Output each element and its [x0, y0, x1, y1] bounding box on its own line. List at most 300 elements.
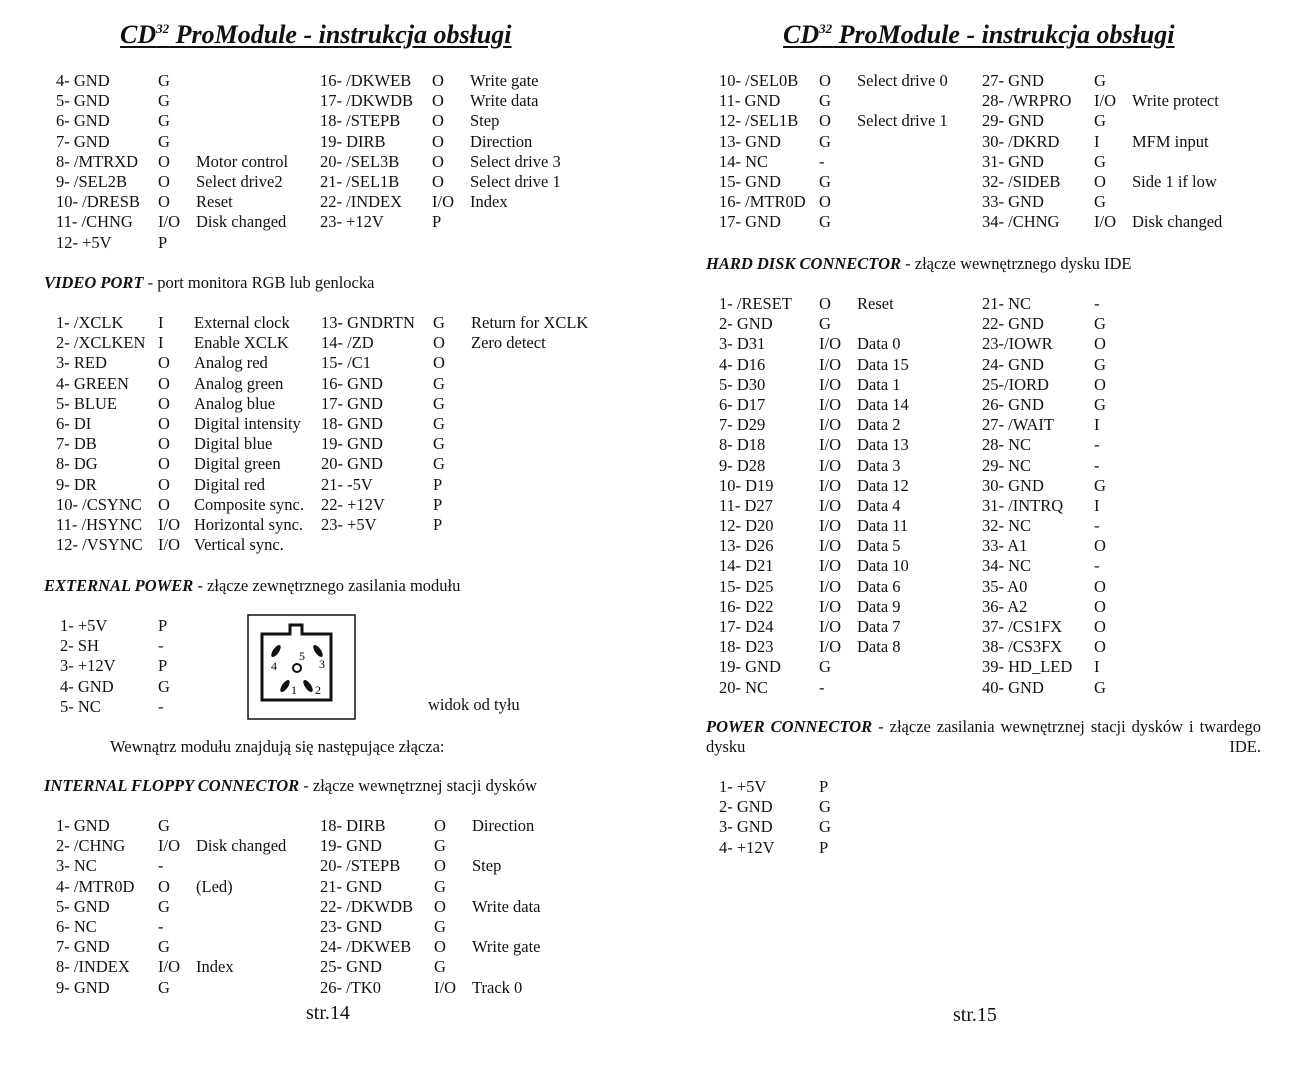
page-number: str.14	[306, 1002, 350, 1024]
pin-row	[56, 313, 322, 333]
pin-type: O	[1094, 596, 1106, 616]
pin-type: O	[158, 373, 170, 393]
page-14	[0, 0, 650, 1080]
pin-type: P	[819, 777, 829, 796]
pin-type: O	[1094, 576, 1106, 596]
pin-description	[196, 91, 326, 111]
pin-name: 12- D20	[719, 516, 774, 536]
pin-name: 14- NC	[719, 151, 769, 171]
pin-description	[196, 71, 326, 91]
pin-row	[56, 152, 326, 172]
pin-description: Analog blue	[194, 393, 276, 413]
pin-row	[321, 333, 611, 353]
pin-row	[719, 817, 849, 837]
pin-description	[857, 192, 983, 212]
pin-name: 10- /SEL0B	[719, 71, 799, 90]
pin-type: G	[819, 131, 831, 151]
pin-type: G	[1094, 151, 1106, 171]
pin-name: 31- /INTRQ	[982, 495, 1064, 515]
pin-type: I/O	[819, 415, 841, 435]
pin-row	[321, 414, 611, 434]
pin-name: 39- HD_LED	[982, 657, 1073, 677]
pin-row	[719, 91, 983, 111]
pin-row	[60, 656, 188, 676]
pin-type: I	[1094, 131, 1100, 151]
view-caption: widok od tyłu	[428, 695, 520, 714]
pin-row	[56, 957, 326, 977]
pin-row	[982, 657, 1132, 677]
pin-name: 4- D16	[719, 354, 766, 374]
pin-name: 26- /TK0	[320, 977, 381, 997]
pin-name: 19- GND	[320, 836, 382, 856]
pin-description: External clock	[194, 313, 290, 332]
pin-type: I/O	[819, 495, 841, 515]
pin-name: 1- +5V	[60, 616, 108, 635]
pin-row	[56, 978, 326, 998]
pin-description: Composite sync.	[194, 494, 304, 514]
pin-name: 38- /CS3FX	[982, 637, 1063, 657]
inside-note: Wewnątrz modułu znajdują się następujące złącza:	[110, 737, 445, 756]
video-port-heading: VIDEO PORT - port monitora RGB lub genlocka	[44, 273, 375, 292]
pin-name: 19- GND	[321, 434, 383, 454]
pin-row	[320, 937, 612, 957]
pin-row	[321, 495, 611, 515]
pin-name: 22- /DKWDB	[320, 896, 414, 916]
pin-description: Select drive 1	[857, 111, 948, 131]
pin-type: I/O	[158, 212, 180, 232]
pin-description: Write data	[470, 91, 539, 111]
pin-type: O	[819, 294, 831, 313]
pin-name: 36- A2	[982, 596, 1028, 616]
pin-row	[60, 636, 188, 656]
pin-description: Data 2	[857, 415, 901, 435]
pin-row	[719, 152, 983, 172]
pin-row	[56, 495, 322, 515]
pin-name: 9- GND	[56, 977, 110, 997]
pin-description	[196, 937, 326, 957]
pin-name: 21- NC	[982, 294, 1032, 313]
pin-type: G	[1094, 677, 1106, 697]
pin-row	[719, 111, 983, 131]
pin-name: 9- /SEL2B	[56, 171, 128, 191]
pin-row	[56, 333, 322, 353]
pin-row	[320, 192, 610, 212]
page-title: CD$^{32}$ ProModule - instrukcja obsługi	[783, 20, 1175, 49]
pin-type: O	[819, 192, 831, 212]
pin-row	[982, 192, 1272, 212]
pin-description	[470, 212, 610, 232]
pin-name: 15- /C1	[321, 353, 371, 373]
pin-name: 34- /CHNG	[982, 212, 1060, 232]
power-connector-diagram	[247, 614, 357, 720]
pin-row	[719, 617, 983, 637]
pin-description	[857, 152, 983, 172]
pin-name: 23- GND	[320, 916, 382, 936]
pin-row	[982, 597, 1132, 617]
pin-name: 21- GND	[320, 876, 382, 896]
pin-name: 28- /WRPRO	[982, 91, 1072, 111]
pin-name: 1- GND	[56, 816, 110, 835]
pin-name: 22- GND	[982, 314, 1044, 334]
pin-name: 5- GND	[56, 896, 110, 916]
pin-row	[56, 111, 326, 131]
pin-row	[982, 355, 1132, 375]
pin-type: O	[158, 474, 170, 494]
pin-name: 4- GND	[60, 676, 114, 696]
pin-row	[982, 172, 1272, 192]
pin-description	[1132, 152, 1272, 172]
page-15	[655, 0, 1307, 1080]
pin-name: 23- +12V	[320, 212, 384, 232]
pin-name: 40- GND	[982, 677, 1044, 697]
pin-type: O	[158, 353, 170, 373]
pin-description	[471, 454, 611, 474]
pin-row	[982, 556, 1132, 576]
pin-row	[320, 132, 610, 152]
pin-name: 33- GND	[982, 192, 1044, 212]
pin-description: Data 11	[857, 516, 909, 536]
pin-row	[320, 816, 612, 836]
pin-name: 11- D27	[719, 495, 773, 515]
pin-name: 17- GND	[321, 393, 383, 413]
pin-description	[472, 957, 612, 977]
pin-description: Zero detect	[471, 333, 546, 353]
pin-description: Vertical sync.	[194, 535, 284, 555]
pin-name: 11- GND	[719, 91, 781, 111]
pin-name: 21- /SEL1B	[320, 171, 400, 191]
pin-row	[56, 454, 322, 474]
pin-row	[719, 294, 983, 314]
pin-description	[471, 374, 611, 394]
pin-name: 22- +12V	[321, 494, 385, 514]
pin-row	[56, 212, 326, 232]
pin-name: 1- /XCLK	[56, 313, 124, 332]
pin-name: 15- GND	[719, 171, 781, 191]
pin-row	[982, 71, 1272, 91]
pin-name: 2- /XCLKEN	[56, 333, 146, 353]
pin-name: 13- D26	[719, 536, 774, 556]
pin-name: 22- /INDEX	[320, 192, 403, 212]
pin-type: I/O	[158, 535, 180, 555]
pin-type: O	[432, 111, 444, 131]
svg-text:1: 1	[291, 683, 297, 697]
internal-floppy-heading: INTERNAL FLOPPY CONNECTOR - złącze wewnętrznej stacji dysków	[44, 776, 537, 795]
pin-name: 20- /STEPB	[320, 856, 401, 876]
pin-description: Data 4	[857, 495, 901, 515]
pin-type: G	[433, 434, 445, 454]
pin-name: 3- D31	[719, 334, 766, 354]
pin-name: 19- GND	[719, 657, 781, 677]
pin-name: 23- +5V	[321, 514, 377, 534]
pin-name: 9- DR	[56, 474, 97, 494]
pin-description: MFM input	[1132, 131, 1209, 151]
pin-row	[719, 71, 983, 91]
pin-type: I/O	[819, 637, 841, 657]
pin-row	[982, 496, 1132, 516]
pin-name: 1- +5V	[719, 777, 767, 796]
pin-name: 3- NC	[56, 856, 97, 876]
pin-description: Select drive 0	[857, 71, 948, 90]
pin-row	[56, 917, 326, 937]
pin-name: 10- /CSYNC	[56, 494, 142, 514]
pin-type: I/O	[819, 556, 841, 576]
pin-description: Index	[470, 192, 508, 212]
pin-row	[719, 172, 983, 192]
pin-type: P	[158, 232, 168, 252]
pin-name: 29- GND	[982, 111, 1044, 131]
pin-description	[1132, 111, 1272, 131]
pin-row	[56, 172, 326, 192]
pin-type: O	[432, 151, 444, 171]
floppy-pin-list-left	[719, 71, 983, 233]
pin-row	[320, 917, 612, 937]
pin-type: O	[434, 896, 446, 916]
pin-name: 18- GND	[321, 413, 383, 433]
pin-type: O	[1094, 637, 1106, 657]
pin-name: 5- NC	[60, 696, 101, 716]
pin-type: O	[432, 131, 444, 151]
pin-row	[719, 435, 983, 455]
pin-type: P	[158, 656, 168, 676]
pin-type: P	[433, 514, 443, 534]
pin-type: O	[819, 71, 831, 90]
pin-type: I/O	[819, 596, 841, 616]
pin-description: Data 0	[857, 334, 901, 354]
pin-name: 5- D30	[719, 374, 766, 394]
floppy-pin-list-right	[320, 71, 610, 233]
pin-description: Data 3	[857, 455, 901, 475]
pin-name: 17- GND	[719, 212, 781, 232]
pin-type: G	[819, 657, 831, 677]
pin-type: P	[158, 616, 168, 635]
pin-name: 11- /HSYNC	[56, 514, 143, 534]
pin-row	[321, 394, 611, 414]
pin-row	[56, 91, 326, 111]
pin-description: Disk changed	[196, 212, 287, 232]
pin-type: I	[1094, 495, 1100, 515]
pin-type: G	[819, 797, 831, 817]
pin-name: 33- A1	[982, 536, 1028, 556]
page-title: CD$^{32}$ ProModule - instrukcja obsługi	[120, 20, 512, 49]
pin-type: I/O	[819, 435, 841, 455]
pin-description: Step	[472, 856, 502, 876]
pin-description	[196, 856, 326, 876]
pin-name: 20- GND	[321, 454, 383, 474]
pin-row	[56, 414, 322, 434]
pin-row	[320, 172, 610, 192]
pin-description	[857, 132, 983, 152]
pin-type: G	[433, 454, 445, 474]
pin-type: -	[819, 151, 825, 171]
svg-text:3: 3	[319, 657, 325, 671]
pin-description	[196, 897, 326, 917]
pin-row	[982, 637, 1132, 657]
pin-type: G	[158, 71, 170, 90]
pin-name: 10- /DRESB	[56, 192, 140, 212]
pin-type: -	[1094, 455, 1100, 475]
pin-type: -	[1094, 556, 1100, 576]
pin-row	[982, 132, 1272, 152]
pin-row	[320, 152, 610, 172]
pin-row	[982, 678, 1132, 698]
internal-floppy-pins-right	[320, 816, 612, 998]
pin-name: 2- GND	[719, 314, 773, 334]
pin-row	[56, 535, 322, 555]
pin-row	[982, 91, 1272, 111]
pin-type: I/O	[434, 977, 456, 997]
pin-type: O	[1094, 617, 1106, 636]
pin-description: Enable XCLK	[194, 333, 289, 353]
pin-row	[982, 111, 1272, 131]
pin-description: Reset	[196, 192, 233, 212]
pin-name: 28- NC	[982, 435, 1032, 455]
pin-description: Track 0	[472, 977, 523, 997]
pin-type: I/O	[819, 394, 841, 414]
pin-type: O	[158, 192, 170, 212]
power-connector-pins	[719, 777, 849, 858]
pin-type: G	[1094, 192, 1106, 212]
pin-type: G	[158, 676, 170, 696]
pin-name: 6- NC	[56, 916, 97, 936]
pin-description: Return for XCLK	[471, 313, 589, 332]
pin-row	[321, 454, 611, 474]
pin-row	[719, 536, 983, 556]
pin-description: Data 5	[857, 536, 901, 556]
pin-description: Select drive 1	[470, 171, 561, 191]
pin-row	[320, 978, 612, 998]
pin-row	[320, 957, 612, 977]
floppy-pin-list-left	[56, 71, 326, 253]
hard-disk-pins-right	[982, 294, 1132, 698]
pin-name: 8- /MTRXD	[56, 151, 139, 171]
pin-type: -	[158, 856, 164, 876]
pin-row	[982, 314, 1132, 334]
pin-row	[320, 897, 612, 917]
pin-name: 16- /MTR0D	[719, 192, 806, 212]
pin-type: G	[1094, 475, 1106, 495]
pin-type: O	[1094, 536, 1106, 556]
pin-description	[471, 495, 611, 515]
pin-name: 25- GND	[320, 957, 382, 977]
pin-type: O	[158, 454, 170, 474]
internal-floppy-pins-left	[56, 816, 326, 998]
pin-name: 3- RED	[56, 353, 107, 373]
pin-row	[719, 456, 983, 476]
pin-row	[320, 71, 610, 91]
pin-row	[982, 212, 1272, 232]
pin-type: O	[432, 171, 444, 191]
pin-name: 35- A0	[982, 576, 1028, 596]
pin-row	[56, 937, 326, 957]
pin-type: I	[158, 313, 164, 332]
pin-type: G	[433, 313, 445, 332]
pin-name: 14- D21	[719, 556, 774, 576]
pin-name: 27- GND	[982, 71, 1044, 90]
pin-name: 11- /CHNG	[56, 212, 133, 232]
pin-type: O	[1094, 334, 1106, 354]
pin-description: Write gate	[470, 71, 539, 90]
pin-name: 17- D24	[719, 617, 774, 636]
pin-name: 2- SH	[60, 636, 99, 656]
pin-type: G	[1094, 394, 1106, 414]
video-port-pins-right	[321, 313, 611, 535]
pin-row	[320, 836, 612, 856]
pin-type: G	[819, 91, 831, 111]
pin-type: I	[158, 333, 164, 353]
pin-description: Data 7	[857, 617, 901, 636]
pin-type: O	[433, 353, 445, 373]
pin-description	[1132, 71, 1272, 91]
pin-name: 16- D22	[719, 596, 774, 616]
pin-description	[857, 314, 983, 334]
pin-type: O	[158, 413, 170, 433]
pin-name: 1- /RESET	[719, 294, 792, 313]
pin-description	[196, 111, 326, 131]
pin-row	[982, 294, 1132, 314]
pin-row	[60, 697, 188, 717]
pin-type: O	[432, 71, 444, 90]
pin-row	[719, 838, 849, 858]
pin-type: G	[434, 957, 446, 977]
pin-type: I/O	[819, 374, 841, 394]
pin-row	[719, 132, 983, 152]
pin-type: G	[158, 937, 170, 957]
pin-name: 7- GND	[56, 937, 110, 957]
pin-name: 2- GND	[719, 797, 773, 817]
pin-type: -	[158, 916, 164, 936]
pin-row	[320, 111, 610, 131]
pin-name: 15- D25	[719, 576, 774, 596]
pin-row	[56, 374, 322, 394]
pin-name: 20- NC	[719, 677, 769, 697]
pin-row	[320, 91, 610, 111]
pin-description: (Led)	[196, 876, 233, 896]
pin-type: I/O	[819, 334, 841, 354]
pin-type: P	[433, 474, 443, 494]
pin-name: 21- -5V	[321, 474, 373, 494]
svg-text:4: 4	[271, 659, 277, 673]
svg-text:2: 2	[315, 683, 321, 697]
pin-description: Horizontal sync.	[194, 514, 304, 534]
pin-row	[982, 577, 1132, 597]
pin-row	[982, 456, 1132, 476]
hard-disk-pins-left	[719, 294, 983, 698]
pin-name: 37- /CS1FX	[982, 617, 1063, 636]
pin-row	[719, 192, 983, 212]
pin-row	[321, 374, 611, 394]
pin-row	[320, 877, 612, 897]
pin-description	[472, 917, 612, 937]
pin-row	[56, 233, 326, 253]
pin-row	[982, 375, 1132, 395]
pin-description: Digital red	[194, 474, 266, 494]
pin-name: 24- GND	[982, 354, 1044, 374]
pin-type: G	[158, 111, 170, 131]
pin-type: G	[158, 131, 170, 151]
pin-row	[321, 313, 611, 333]
pin-type: G	[434, 876, 446, 896]
pin-name: 30- /DKRD	[982, 131, 1060, 151]
pin-name: 16- GND	[321, 373, 383, 393]
pin-description: Digital blue	[194, 434, 273, 454]
pin-row	[719, 415, 983, 435]
pin-description: Analog red	[194, 353, 268, 373]
pin-row	[56, 515, 322, 535]
pin-type: G	[434, 916, 446, 936]
pin-type: O	[819, 111, 831, 131]
pin-row	[56, 836, 326, 856]
pin-row	[56, 475, 322, 495]
